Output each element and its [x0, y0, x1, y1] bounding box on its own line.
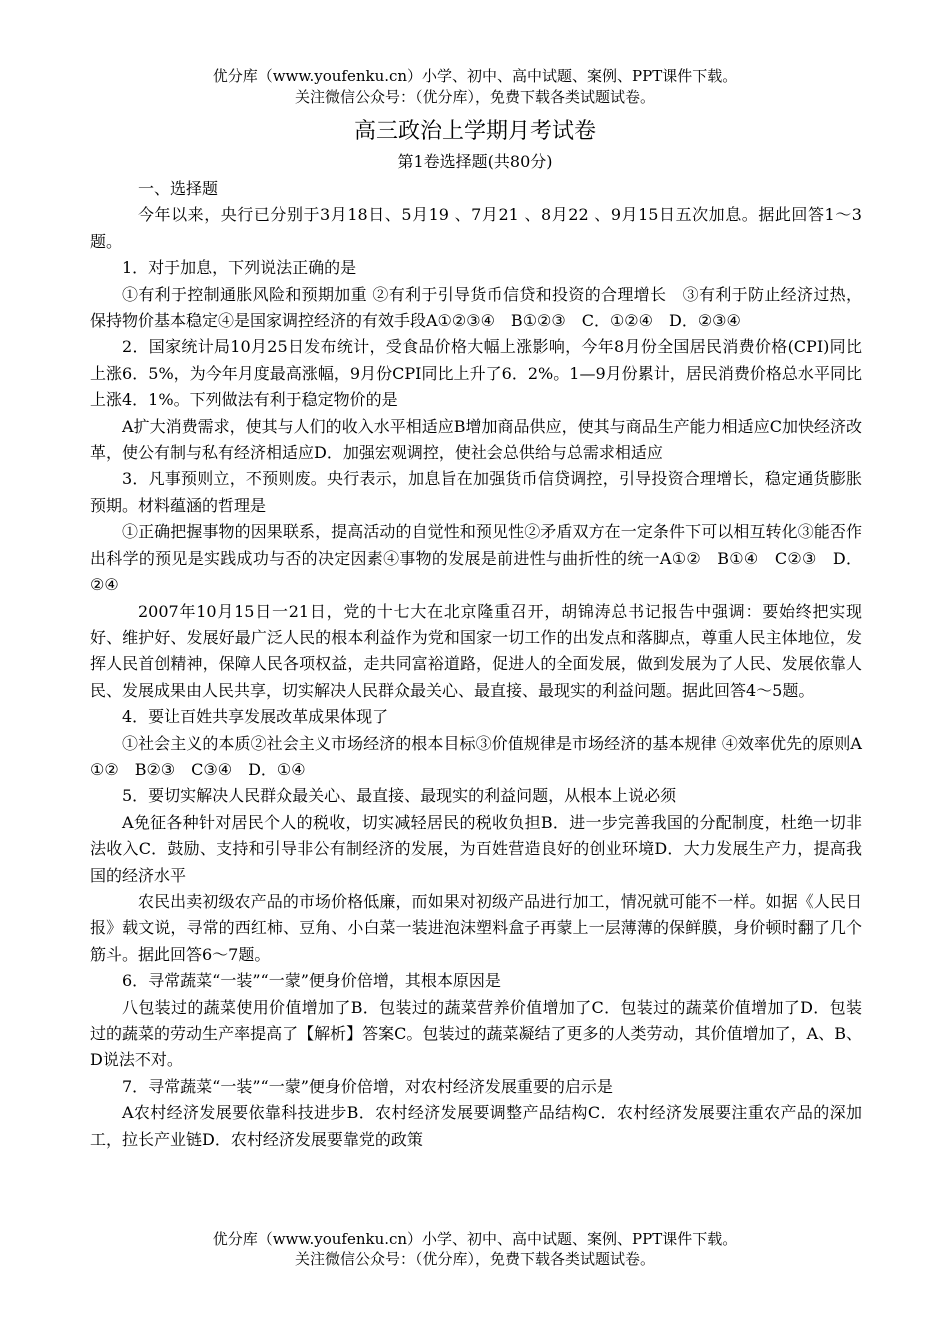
header-line-2: 关注微信公众号：（优分库），免费下载各类试题试卷。	[294, 88, 655, 106]
footer-line-1: 优分库（www.youfenku.cn）小学、初中、高中试题、案例、PPT课件下载。	[212, 1230, 738, 1248]
footer-line-2: 关注微信公众号：（优分库），免费下载各类试题试卷。	[294, 1250, 655, 1268]
material-2: 2007年10月15日一21日，党的十七大在北京隆重召开，胡锦涛总书记报告中强调：要始终把实现好、维护好、发展好最广泛人民的根本利益作为党和国家一切工作的出发点和落脚点，尊重人民主体地位，发挥人民首创精神，保障人民各项权益，走共同富裕道路，促进人的全面发展，做到发展为了人民、发展依靠人民、发展成果由人民共享，切实解决人民群众最关心、最直接、最现实的利益问题。据此回答4～5题。	[90, 601, 862, 700]
question-3-options: ①正确把握事物的因果联系，提高活动的自觉性和预见性②矛盾双方在一定条件下可以相互转化③能否作出科学的预见是实践成功与否的决定因素④事物的发展是前进性与曲折性的统一A①② B①④ C②③ D．②④	[90, 522, 862, 595]
question-5-options: A免征各种针对居民个人的税收，切实减轻居民的税收负担B．进一步完善我国的分配制度，杜绝一切非法收入C．鼓励、支持和引导非公有制经济的发展，为百姓营造良好的创业环境D．大力发展生产力，提高我国的经济水平	[90, 812, 862, 885]
question-7-options: A农村经济发展要依靠科技进步B．农村经济发展要调整产品结构C．农村经济发展要注重农产品的深加工，拉长产业链D．农村经济发展要靠党的政策	[90, 1103, 862, 1149]
question-7-stem: 7．寻常蔬菜“一装”“一蒙”便身价倍增，对农村经济发展重要的启示是	[122, 1076, 613, 1096]
question-5-stem: 5．要切实解决人民群众最关心、最直接、最现实的利益问题，从根本上说必须	[122, 786, 677, 806]
section-heading: 一、选择题	[138, 179, 219, 198]
question-1-stem: 1．对于加息，下列说法正确的是	[122, 258, 357, 278]
question-2-stem: 2．国家统计局10月25日发布统计，受食品价格大幅上涨影响，今年8月份全国居民消费价格(CPI)同比上涨6．5%，为今年月度最高涨幅，9月份CPI同比上升了6．2%。1—9月份累计，居民消费价格总水平同比上涨4．1%。下列做法有利于稳定物价的是	[90, 337, 862, 410]
document-body	[90, 176, 862, 1153]
question-1-options: ①有利于控制通胀风险和预期加重 ②有利于引导货币信贷和投资的合理增长 ③有利于防止经济过热，保持物价基本稳定④是国家调控经济的有效手段A①②③④ B①②③ C．①②④ D．②③④	[90, 284, 862, 331]
question-2-options: A扩大消费需求，使其与人们的收入水平相适应B增加商品供应，使其与商品生产能力相适应C加快经济改革，使公有制与私有经济相适应D．加强宏观调控，使社会总供给与总需求相适应	[90, 416, 862, 463]
page-subtitle: 第1卷选择题(共80分)	[397, 152, 553, 171]
question-4-stem: 4．要让百姓共享发展改革成果体现了	[122, 707, 389, 727]
question-6-options: 八包装过的蔬菜使用价值增加了B．包装过的蔬菜营养价值增加了C．包装过的蔬菜价值增加了D．包装过的蔬菜的劳动生产率提高了【解析】答案C。包装过的蔬菜凝结了更多的人类劳动，其价值增加了，A、B、D说法不对。	[90, 997, 862, 1070]
material-3: 农民出卖初级农产品的市场价格低廉，而如果对初级产品进行加工，情况就可能不一样。如据《人民日报》载文说，寻常的西红柿、豆角、小白菜一装进泡沫塑料盒子再蒙上一层薄薄的保鲜膜，身价顿时翻了几个筋斗。据此回答6～7题。	[90, 891, 862, 964]
question-3-stem: 3．凡事预则立，不预则废。央行表示，加息旨在加强货币信贷调控，引导投资合理增长，稳定通货膨胀预期。材料蕴涵的哲理是	[90, 469, 862, 515]
header-line-1: 优分库（www.youfenku.cn）小学、初中、高中试题、案例、PPT课件下载。	[212, 67, 738, 85]
question-4-options: ①社会主义的本质②社会主义市场经济的根本目标③价值规律是市场经济的基本规律 ④效率优先的原则A①② B②③ C③④ D．①④	[90, 733, 862, 779]
question-6-stem: 6．寻常蔬菜“一装”“一蒙”便身价倍增，其根本原因是	[122, 971, 501, 991]
material-1: 今年以来，央行已分别于3月18日、5月19 、7月21 、8月22 、9月15日五次加息。据此回答1～3题。	[90, 205, 862, 251]
page-title: 高三政治上学期月考试卷	[353, 119, 596, 144]
